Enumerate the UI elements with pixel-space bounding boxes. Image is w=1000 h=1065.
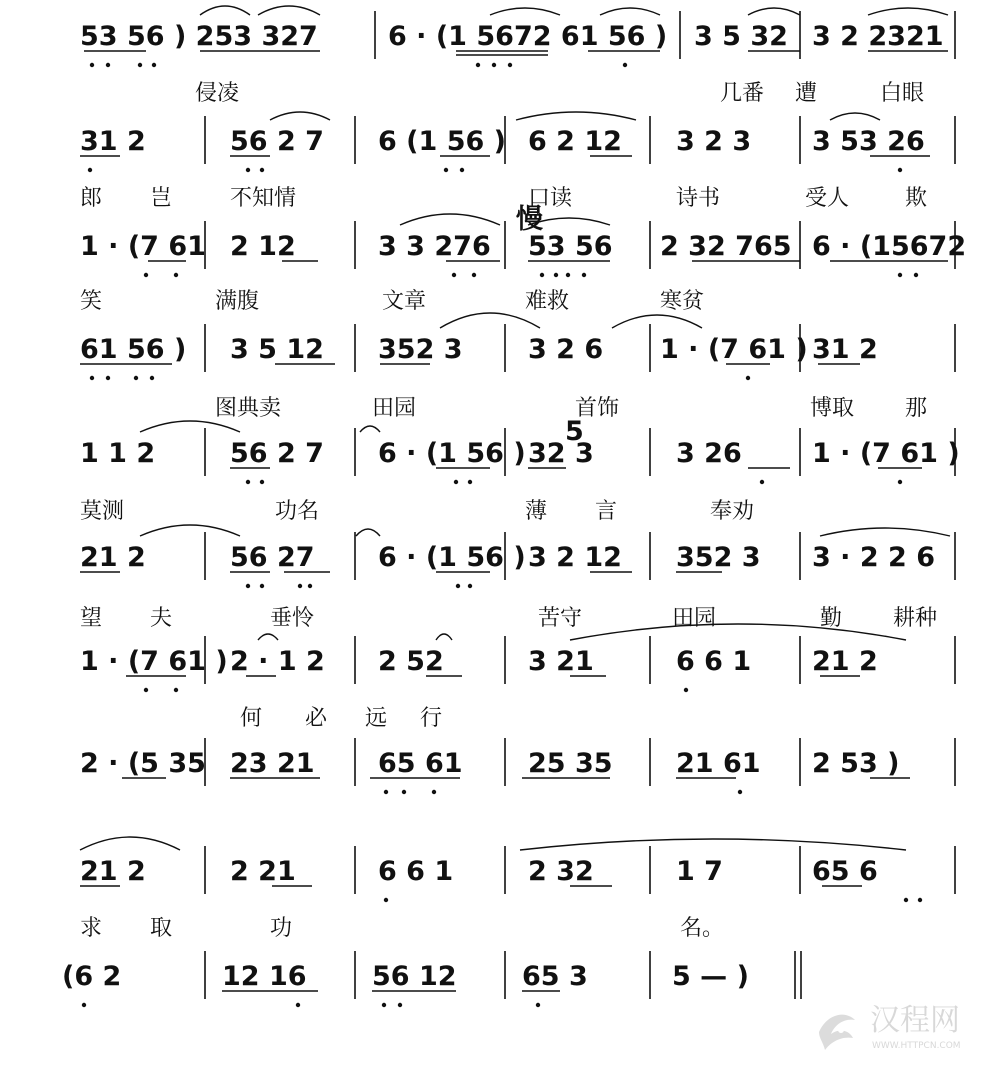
- measure-notation: 56 2 7: [230, 126, 324, 157]
- octave-dot: [492, 63, 496, 67]
- measure-notation: 31 2: [812, 334, 878, 365]
- octave-dot: [476, 63, 480, 67]
- lyric-syllable: 诗书: [676, 186, 721, 211]
- measure-notation: 2 32 765: [660, 231, 792, 262]
- measure-notation: 6 2 12: [528, 126, 622, 157]
- octave-dot: [260, 584, 264, 588]
- lyric-syllable: 奉劝: [710, 499, 755, 524]
- lyric-syllable: 寒贫: [660, 289, 705, 314]
- octave-dot: [134, 376, 138, 380]
- lyric-syllable: 夫: [150, 606, 173, 631]
- lyric-syllable: 言: [595, 499, 618, 524]
- octave-dot: [684, 688, 688, 692]
- slur: [570, 624, 906, 640]
- measure-notation: 3 2 3: [676, 126, 752, 157]
- measure-notation: 1 · (7 61 ): [660, 334, 808, 365]
- lyric-syllable: 首饰: [575, 396, 620, 421]
- watermark-subtitle: WWW.HTTPCN.COM: [872, 1041, 961, 1051]
- slur: [356, 529, 380, 536]
- slur: [868, 8, 948, 15]
- octave-dot: [582, 273, 586, 277]
- measure-notation: 3 5 32: [694, 21, 788, 52]
- measure-notation: 1 7: [676, 856, 723, 887]
- measure-notation: 3 2 12: [528, 542, 622, 573]
- measure-notation: 3 21: [528, 646, 594, 677]
- measure-notation: 21 61: [676, 748, 761, 779]
- slur: [830, 113, 880, 120]
- lyric-syllable: 笑: [80, 289, 103, 314]
- lyric-syllable: 受人: [805, 186, 850, 211]
- octave-dot: [138, 63, 142, 67]
- notation: [62, 21, 966, 1007]
- octave-dot: [90, 63, 94, 67]
- octave-dot: [260, 480, 264, 484]
- octave-dot: [82, 1003, 86, 1007]
- measure-notation: 3 3 276: [378, 231, 491, 262]
- lyric-syllable: 必: [305, 706, 328, 731]
- annotation-mark: 慢: [516, 204, 543, 235]
- measure-notation: 1 · (7 61 ): [812, 438, 960, 469]
- measure-notation: 56 27: [230, 542, 315, 573]
- lyric-syllable: 岂: [150, 186, 173, 211]
- measure-notation: 53 56: [528, 231, 613, 262]
- lyric-syllable: 郎: [80, 186, 103, 211]
- octave-dot: [456, 584, 460, 588]
- lyric-syllable: 薄: [525, 499, 548, 524]
- lyric-syllable: 几番: [720, 81, 765, 106]
- measure-notation: 32 3: [528, 438, 594, 469]
- octave-dot: [898, 168, 902, 172]
- octave-dot: [454, 480, 458, 484]
- lyric-syllable: 文章: [382, 289, 427, 314]
- measure-notation: 6 6 1: [676, 646, 752, 677]
- measure-notation: 65 3: [522, 961, 588, 992]
- watermark-logo-icon: [819, 1015, 855, 1050]
- octave-dot: [174, 688, 178, 692]
- measure-notation: 3 26: [676, 438, 742, 469]
- octave-dot: [106, 376, 110, 380]
- lyric-syllable: 何: [240, 706, 263, 731]
- slur: [258, 634, 278, 640]
- octave-dot: [384, 790, 388, 794]
- measure-notation: 3 2 6: [528, 334, 604, 365]
- measure-notation: 2 12: [230, 231, 296, 262]
- lyric-syllable: 功: [270, 916, 293, 941]
- octave-dot: [540, 273, 544, 277]
- measure-notation: 6 (1 56 ): [378, 126, 507, 157]
- lyric-syllable: 名。: [680, 916, 725, 941]
- octave-dot: [746, 376, 750, 380]
- measure-notation: 1 1 2: [80, 438, 156, 469]
- measure-notation: 65 6: [812, 856, 878, 887]
- slur: [258, 6, 320, 15]
- measure-notation: 3 · 2 2 6: [812, 542, 936, 573]
- slur: [436, 634, 452, 640]
- slur: [612, 315, 702, 328]
- octave-dot: [918, 898, 922, 902]
- measure-notation: 53 56 ) 253 327: [80, 21, 318, 52]
- measure-notation: 3 5 12: [230, 334, 324, 365]
- octave-dot: [444, 168, 448, 172]
- octave-dot: [298, 584, 302, 588]
- measure-notation: 2 21: [230, 856, 296, 887]
- lyric-syllable: 勤: [820, 606, 843, 631]
- slur: [440, 313, 540, 328]
- lyric-syllable: 苦守: [538, 606, 583, 631]
- slur: [516, 112, 636, 120]
- lyric-syllable: 莫测: [80, 499, 125, 524]
- lyric-syllable: 白眼: [880, 81, 925, 106]
- slur: [748, 8, 800, 15]
- octave-dot: [308, 584, 312, 588]
- octave-dot: [382, 1003, 386, 1007]
- octave-dot: [144, 688, 148, 692]
- octave-dot: [738, 790, 742, 794]
- slur: [820, 528, 950, 536]
- lyric-syllable: 遭: [795, 81, 818, 106]
- lyric-syllable: 田园: [372, 396, 417, 421]
- measure-notation: 1 · (7 61: [80, 231, 206, 262]
- measure-notation: 2 52: [378, 646, 444, 677]
- measure-notation: 21 2: [812, 646, 878, 677]
- measure-notation: 25 35: [528, 748, 613, 779]
- octave-dot: [508, 63, 512, 67]
- measure-notation: 5 — ): [672, 961, 749, 992]
- octave-dot: [150, 376, 154, 380]
- octave-dot: [452, 273, 456, 277]
- measure-notation: 3 53 26: [812, 126, 925, 157]
- lyric-syllable: 行: [420, 706, 443, 731]
- measure-notation: 6 · (1 56 ): [378, 542, 526, 573]
- watermark: [819, 1003, 961, 1051]
- lyric-syllable: 耕种: [893, 606, 938, 631]
- measure-notation: 23 21: [230, 748, 315, 779]
- octave-dot: [144, 273, 148, 277]
- octave-dot: [566, 273, 570, 277]
- octave-dot: [468, 584, 472, 588]
- lyric-syllable: 田园: [672, 606, 717, 631]
- measure-notation: 3 2 2321: [812, 21, 944, 52]
- octave-dot: [904, 898, 908, 902]
- lyric-syllable: 满腹: [215, 289, 260, 314]
- measure-notation: 56 12: [372, 961, 457, 992]
- measure-notation: 1 · (7 61 ): [80, 646, 228, 677]
- octave-dot: [914, 273, 918, 277]
- lyric-syllable: 那: [905, 396, 928, 421]
- measure-notation: 21 2: [80, 856, 146, 887]
- octave-dot: [88, 168, 92, 172]
- octave-dot: [174, 273, 178, 277]
- lyric-syllable: 欺: [905, 186, 928, 211]
- measure-notation: 21 2: [80, 542, 146, 573]
- measure-notation: 2 · (5 35: [80, 748, 206, 779]
- slur: [360, 426, 380, 432]
- slur: [140, 421, 240, 432]
- measure-notation: 6 · (15672: [812, 231, 967, 262]
- slur: [490, 8, 560, 15]
- octave-dot: [432, 790, 436, 794]
- measure-notation: 352 3: [676, 542, 761, 573]
- lyric-syllable: 侵凌: [195, 81, 240, 106]
- octave-dot: [246, 168, 250, 172]
- slur: [200, 6, 250, 15]
- lyric-syllable: 图典卖: [215, 396, 282, 421]
- measure-notation: 352 3: [378, 334, 463, 365]
- annotation-mark: 5: [565, 416, 584, 447]
- measure-notation: (6 2: [62, 961, 122, 992]
- measure-notation: 65 61: [378, 748, 463, 779]
- octave-dot: [760, 480, 764, 484]
- slur: [140, 525, 240, 536]
- slur: [600, 8, 660, 15]
- lyric-syllable: 博取: [810, 396, 855, 421]
- slur: [80, 837, 180, 850]
- lyric-syllable: 难救: [525, 289, 570, 314]
- measure-notation: 56 2 7: [230, 438, 324, 469]
- measure-notation: 6 6 1: [378, 856, 454, 887]
- octave-dot: [106, 63, 110, 67]
- octave-dot: [246, 480, 250, 484]
- octave-dot: [152, 63, 156, 67]
- octave-dot: [296, 1003, 300, 1007]
- octave-dot: [468, 480, 472, 484]
- measure-notation: 12 16: [222, 961, 307, 992]
- slur: [520, 839, 906, 850]
- lyric-syllable: 远: [365, 706, 388, 731]
- octave-dot: [536, 1003, 540, 1007]
- measure-notation: 2 53 ): [812, 748, 900, 779]
- octave-dot: [898, 480, 902, 484]
- measure-notation: 6 · (1 56 ): [378, 438, 526, 469]
- measure-notation: 2 32: [528, 856, 594, 887]
- measure-notation: 6 · (1 5672 61 56 ): [388, 21, 668, 52]
- octave-dot: [554, 273, 558, 277]
- octave-dot: [90, 376, 94, 380]
- lyric-syllable: 求: [80, 916, 103, 941]
- octave-dot: [460, 168, 464, 172]
- octave-dot: [260, 168, 264, 172]
- octave-dot: [623, 63, 627, 67]
- octave-dot: [384, 898, 388, 902]
- octave-dot: [402, 790, 406, 794]
- lyric-syllable: 取: [150, 916, 173, 941]
- measure-notation: 61 56 ): [80, 334, 187, 365]
- lyric-syllable: 功名: [275, 499, 320, 524]
- lyric-syllable: 垂怜: [270, 606, 315, 631]
- measure-notation: 31 2: [80, 126, 146, 157]
- watermark-title: 汉程网: [870, 1003, 960, 1038]
- octave-dot: [472, 273, 476, 277]
- lyric-syllable: 不知情: [230, 186, 297, 211]
- octave-dot: [246, 584, 250, 588]
- slur: [270, 112, 330, 120]
- lyrics: [80, 81, 937, 941]
- lyric-syllable: 口读: [528, 186, 573, 211]
- octave-dot: [898, 273, 902, 277]
- lyric-syllable: 望: [80, 606, 103, 631]
- octave-dot: [398, 1003, 402, 1007]
- slur: [400, 214, 500, 225]
- measure-notation: 2 · 1 2: [230, 646, 325, 677]
